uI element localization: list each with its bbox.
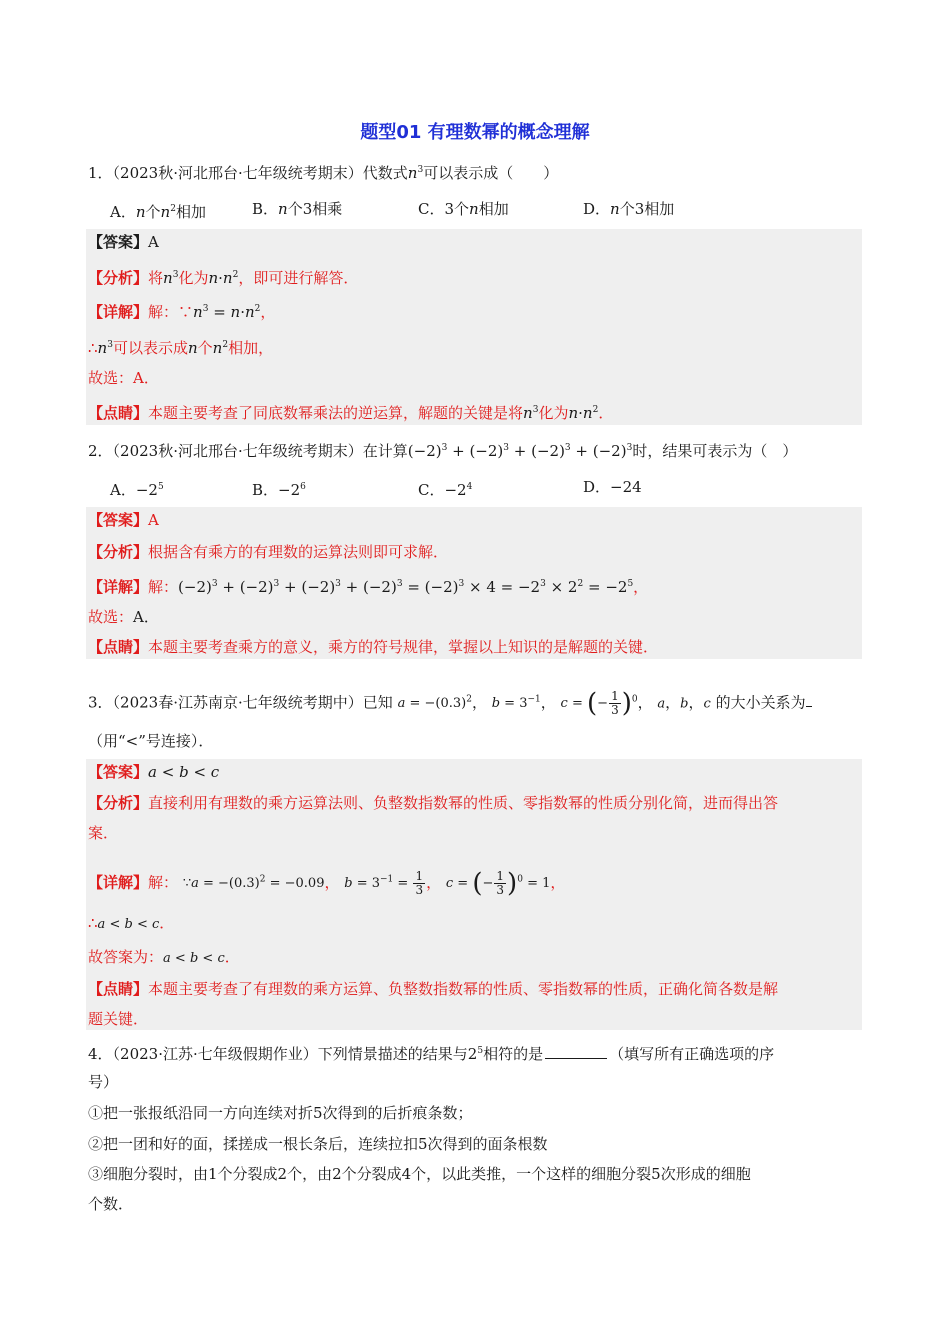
q1-option-d: D．n个3相加	[583, 200, 675, 218]
q2-option-b: B．$-2^6$	[252, 481, 306, 499]
q1-option-c: C．3个n相加	[418, 200, 509, 218]
q4-stem-line2: 号）	[88, 1073, 119, 1091]
q2-answer: 【答案】A	[88, 511, 159, 529]
q2-stem: 2．（2023秋·河北邢台·七年级统考期末）在计算$(-2)^3 + (-2)^3 + (-2)^3 + (-2)^3$时，结果可表示为（ ）	[88, 442, 798, 460]
q3-detail: 【详解】解： ∵a = $-(0.3)^2 = -0.09$， $b = 3^{-1}$ = $\frac{1}{3}$ ， c = (− $\frac{1}{3}$ )$^0$ = 1，	[88, 868, 566, 899]
q2-option-c: C．$-2^4$	[418, 481, 473, 499]
q3-analysis: 【分析】直接利用有理数的乘方运算法则、负整数指数幂的性质、零指数幂的性质分别化简，进而得出答	[88, 794, 779, 812]
q2-option-a: A．$-2^5$	[110, 481, 164, 499]
q3-stem: 3．（2023春·江苏南京·七年级统考期中）已知 $a = -(0.3)^2$， $b = 3^{-1}$， c = (− $\frac{1}{3}$ )$^0$， a，b，c 的大小关系为	[88, 680, 812, 724]
q4-item-1: ①把一张报纸沿同一方向连续对折5次得到的后折痕条数；	[88, 1104, 473, 1122]
q2-choose: 故选：A．	[88, 608, 159, 626]
q4-stem: 4．（2023·江苏·七年级假期作业）下列情景描述的结果与$2^5$相符的是 （填写所有正确选项的序	[88, 1045, 775, 1063]
q1-comment: 【点睛】本题主要考查了同底数幂乘法的逆运算，解题的关键是将$n^3$化为$n\cdot n^2$．	[88, 404, 614, 422]
q3-stem-line2: （用“<”号连接）．	[88, 732, 214, 750]
q3-therefore: ∴a < b < c．	[88, 914, 175, 932]
q1-analysis: 【分析】将$n^3$化为$n\cdot n^2$，即可进行解答．	[88, 269, 359, 287]
q4-item-2: ②把一团和好的面，揉搓成一根长条后，连续拉扣5次得到的面条根数	[88, 1135, 548, 1153]
q3-analysis-line2: 案．	[88, 824, 119, 842]
q3-final: 故答案为：a < b < c．	[88, 948, 240, 966]
q1-option-a: A．n个$n^2$相加	[110, 203, 206, 221]
q1-option-b: B．n个3相乘	[252, 200, 343, 218]
page-title: 题型01 有理数幂的概念理解	[360, 122, 590, 143]
q2-detail: 【详解】解：$(-2)^3 + (-2)^3 + (-2)^3 + (-2)^3 = (-2)^3 \times 4 = -2^3 \times 2^2 = -2^5$，	[88, 578, 649, 596]
q1-solution-box	[86, 229, 862, 425]
q2-option-d: D．−24	[583, 478, 642, 496]
q1-detail: 【详解】解：$\because n^3 = n\cdot n^2$，	[88, 303, 276, 321]
q1-choose: 故选：A．	[88, 369, 159, 387]
q1-therefore: $\therefore n^3$可以表示成n个$n^2$相加，	[88, 339, 274, 357]
q4-answer-blank[interactable]	[545, 1044, 607, 1059]
q1-stem: 1．（2023秋·河北邢台·七年级统考期末）代数式$n^3$可以表示成（ ）	[88, 164, 559, 182]
q1-answer: 【答案】A	[88, 233, 159, 251]
q3-answer: 【答案】a < b < c	[88, 763, 220, 781]
q4-item-3-line2: 个数．	[88, 1195, 134, 1213]
q4-item-3: ③细胞分裂时，由1个分裂成2个，由2个分裂成4个，以此类推，一个这样的细胞分裂5次形成的细胞	[88, 1165, 751, 1183]
q3-comment-line2: 题关键．	[88, 1010, 149, 1028]
q3-comment: 【点睛】本题主要考查了有理数的乘方运算、负整数指数幂的性质、零指数幂的性质，正确化简各数是解	[88, 980, 779, 998]
q2-comment: 【点睛】本题主要考查乘方的意义，乘方的符号规律，掌握以上知识的是解题的关键．	[88, 638, 659, 656]
q2-analysis: 【分析】根据含有乘方的有理数的运算法则即可求解．	[88, 543, 449, 561]
